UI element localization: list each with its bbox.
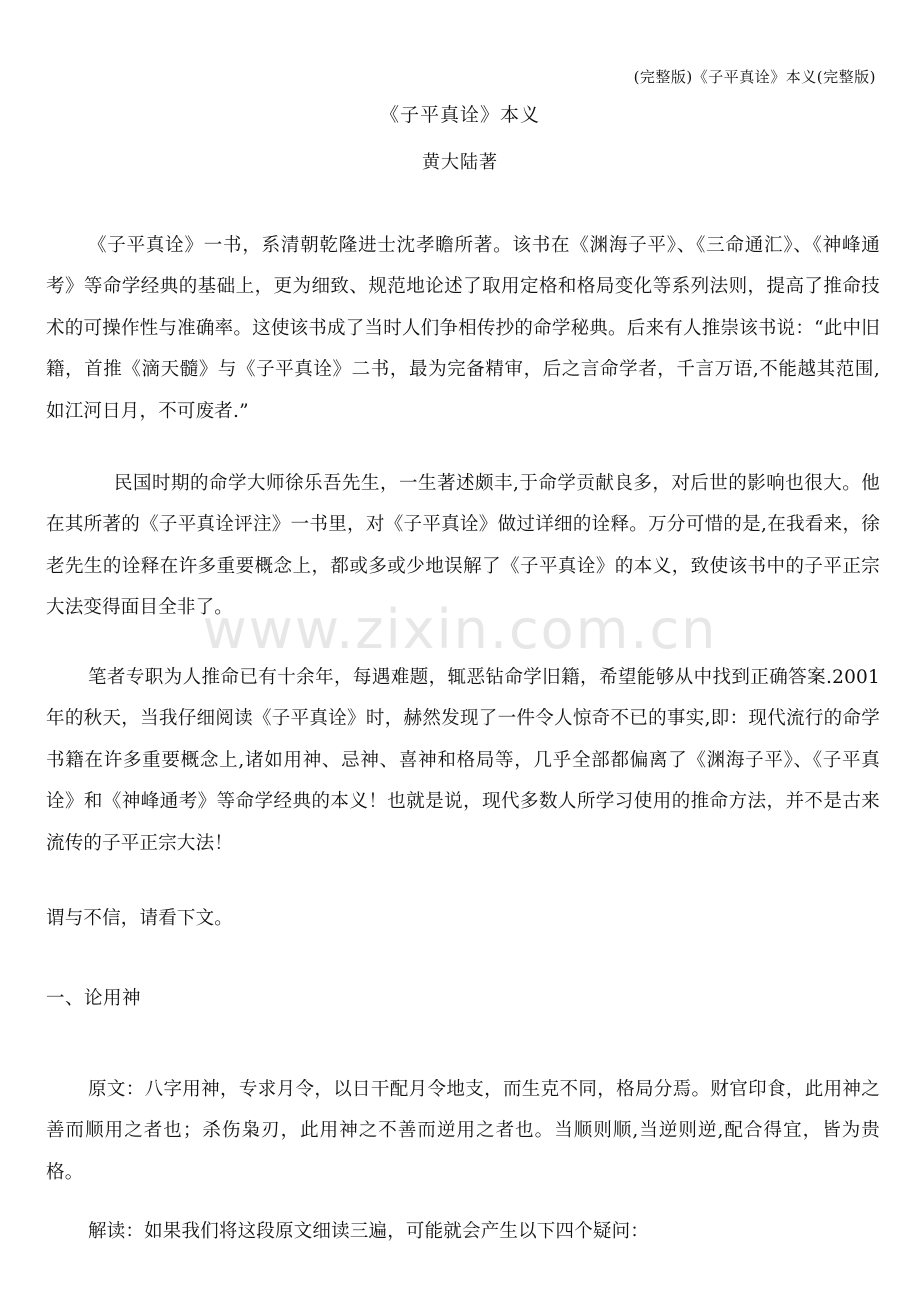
section-heading: 一、论用神 xyxy=(46,988,142,1009)
body-paragraph-2: 民国时期的命学大师徐乐吾先生，一生著述颇丰,于命学贡献良多，对后世的影响也很大。他在其所著的《子平真诠评注》一书里，对《子平真诠》做过详细的诠释。万分可惜的是,在我看来，徐老先生的诠释在许多重要概念上，都或多或少地误解了《子平真诠》的本义，致使该书中的子平正宗大法变得面目全非了。 xyxy=(46,473,880,619)
document-author: 黄大陆著 xyxy=(422,152,498,173)
running-header: (完整版)《子平真诠》本义(完整版) xyxy=(633,68,876,86)
section-paragraph-interpretation: 解读：如果我们将这段原文细读三遍，可能就会产生以下四个疑问： xyxy=(88,1221,650,1242)
body-paragraph-1: 《子平真诠》一书，系清朝乾隆进士沈孝瞻所著。该书在《渊海子平》、《三命通汇》、《神峰通考》等命学经典的基础上，更为细致、规范地论述了取用定格和格局变化等系列法则，提高了推命技术的可操作性与准确率。这使该书成了当时人们争相传抄的命学秘典。后来有人推崇该书说：“此中旧籍，首推《滴天髓》与《子平真诠》二书，最为完备精审，后之言命学者，千言万语,不能越其范围,如江河日月，不可废者.” xyxy=(46,235,880,422)
body-paragraph-4: 谓与不信，请看下文。 xyxy=(46,908,234,929)
watermark: www.zixin.com.cn xyxy=(202,598,718,661)
section-paragraph-original-text: 原文：八字用神，专求月令，以日干配月令地支，而生克不同，格局分焉。财官印食，此用神之善而顺用之者也；杀伤枭刃，此用神之不善而逆用之者也。当顺则顺,当逆则逆,配合得宜，皆为贵格。 xyxy=(46,1079,880,1183)
body-paragraph-3: 笔者专职为人推命已有十余年，每遇难题，辄恶钻命学旧籍，希望能够从中找到正确答案.2001年的秋天，当我仔细阅读《子平真诠》时，赫然发现了一件令人惊奇不已的事实,即：现代流行的命学书籍在许多重要概念上,诸如用神、忌神、喜神和格局等，几乎全部都偏离了《渊海子平》、《子平真诠》和《神峰通考》等命学经典的本义！也就是说，现代多数人所学习使用的推命方法，并不是古来流传的子平正宗大法！ xyxy=(46,667,880,854)
document-title: 《子平真诠》本义 xyxy=(379,104,540,126)
